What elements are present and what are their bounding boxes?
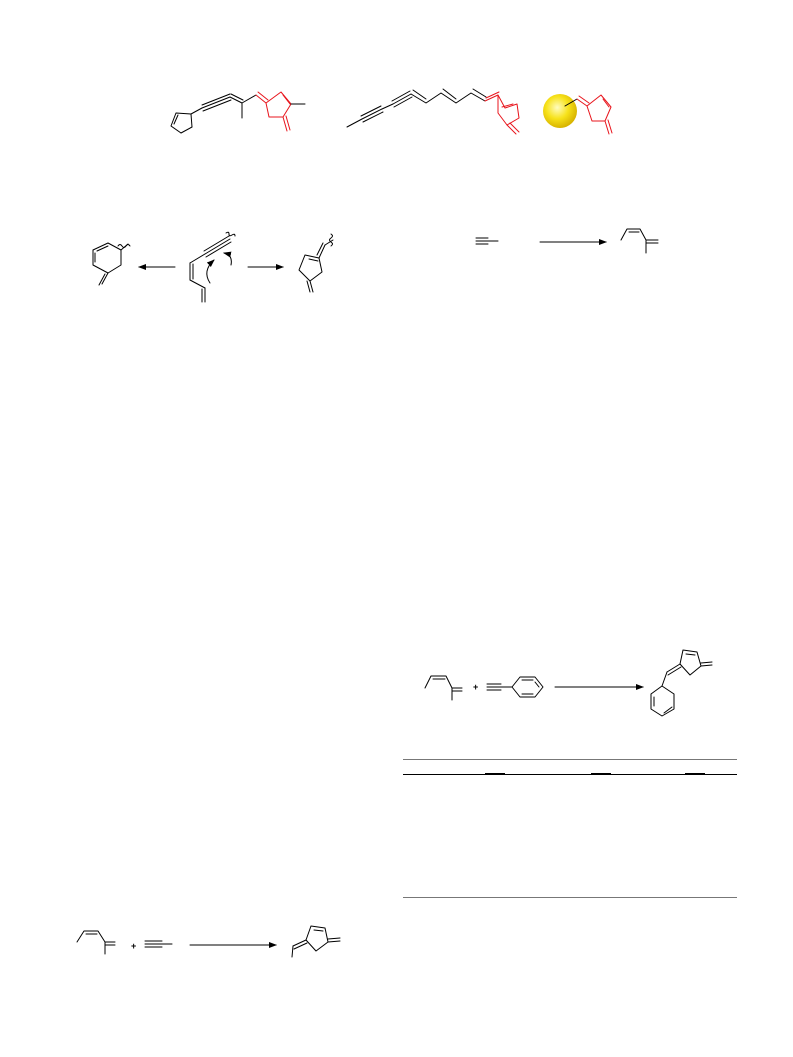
sphere-butenolide bbox=[543, 94, 612, 134]
plus-sign-2: + bbox=[131, 941, 137, 951]
table-bottom-rule bbox=[403, 897, 737, 898]
natural-product-2 bbox=[347, 89, 519, 134]
table-column-marker-3 bbox=[685, 773, 705, 775]
yellow-sphere bbox=[543, 94, 577, 128]
propyne-coupling-scheme bbox=[77, 926, 340, 957]
plus-sign: + bbox=[473, 682, 479, 692]
cyclization-scheme bbox=[93, 232, 333, 302]
phenylacetylene-coupling-scheme bbox=[425, 650, 712, 716]
natural-product-1 bbox=[171, 92, 305, 133]
alkyne-conversion-scheme bbox=[476, 229, 658, 253]
table-top-rule bbox=[403, 759, 737, 760]
table-column-marker-2 bbox=[591, 773, 611, 775]
table-column-marker-1 bbox=[485, 773, 505, 775]
